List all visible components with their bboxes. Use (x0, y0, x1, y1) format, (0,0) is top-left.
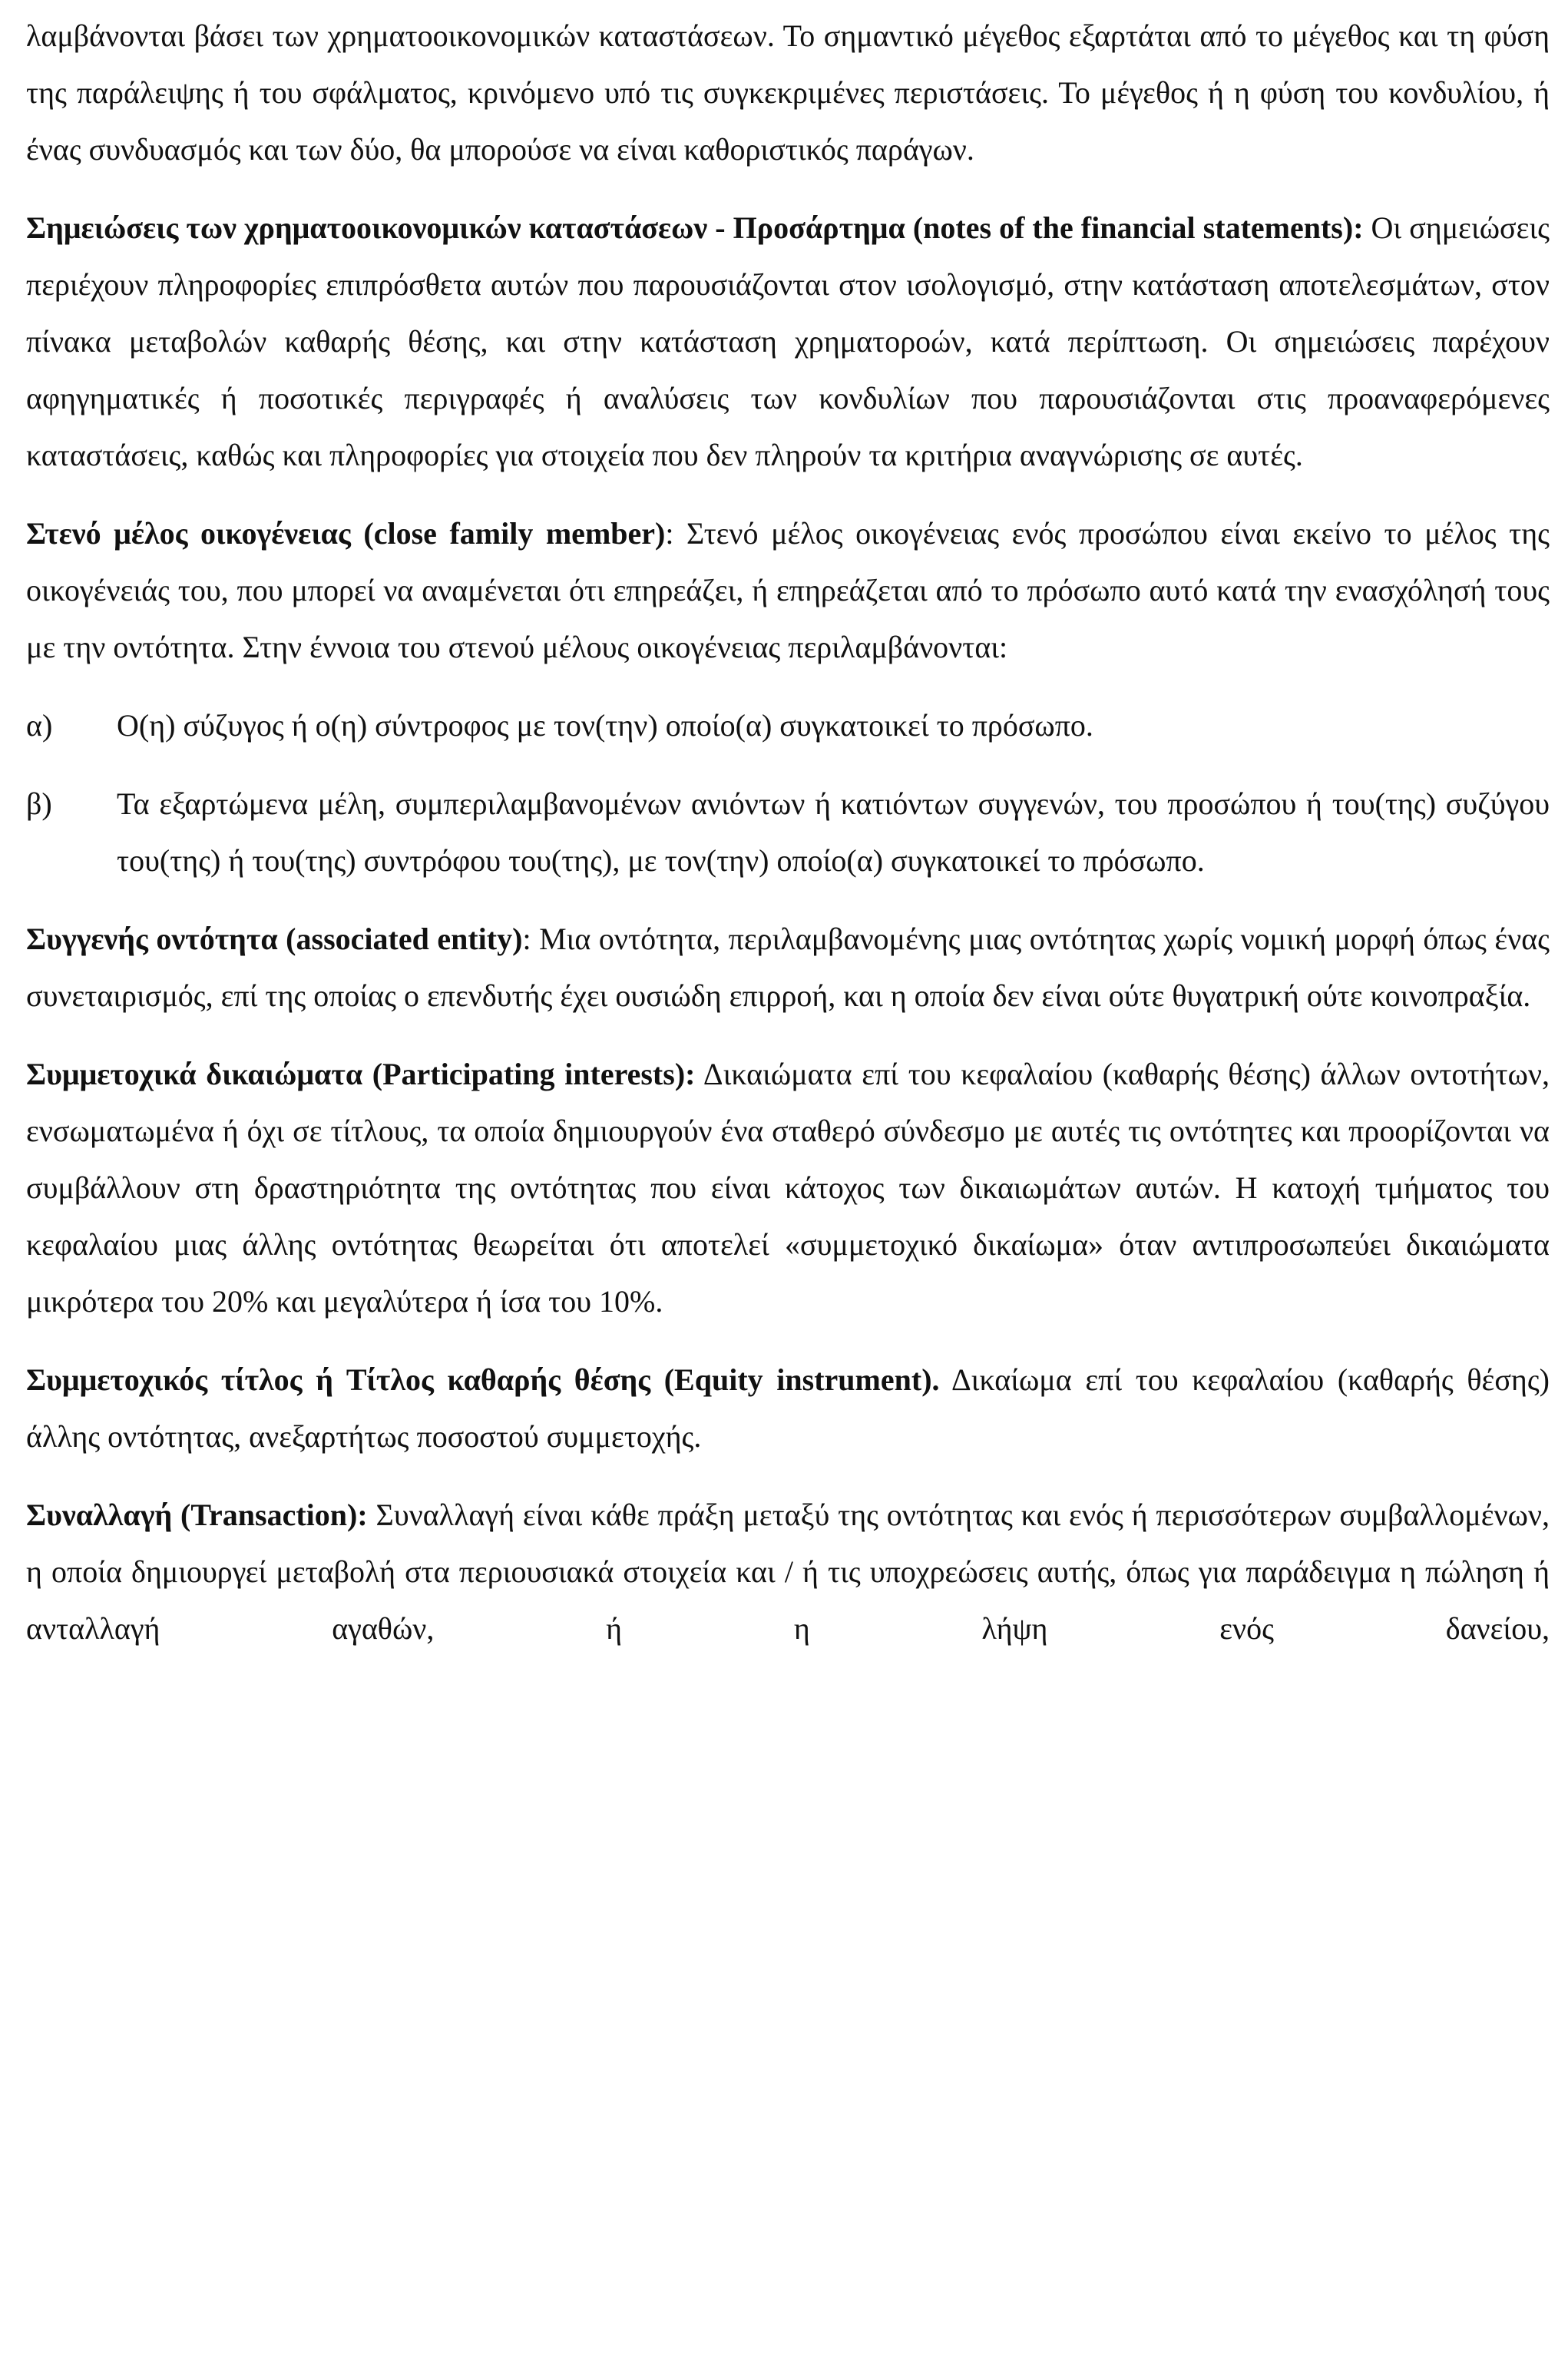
paragraph-text: λαμβάνονται βάσει των χρηματοοικονομικών καταστάσεων. Το σημαντικό μέγεθος εξαρτάται από το μέγεθος και τη φύση της παράλειψης ή του σφάλματος, κρινόμενο υπό τις συγκεκριμένες περιστάσεις. Το μέγεθος ή η φύση του κονδυλίου, ή ένας συνδυασμός και των δύο, θα μπορούσε να είναι καθοριστικός παράγων. (26, 18, 1550, 167)
definition-text: Δικαίωμα επί του κεφαλαίου (καθαρής θέσης) άλλης οντότητας, ανεξαρτήτως ποσοστού συμμετοχής. (26, 1362, 1550, 1454)
definition-text: Οι σημειώσεις περιέχουν πληροφορίες επιπρόσθετα αυτών που παρουσιάζονται στον ισολογισμό, στην κατάσταση αποτελεσμάτων, στον πίνακα μεταβολών καθαρής θέσης, και στην κατάσταση χρηματοροών, κατά περίπτωση. Οι σημειώσεις παρέχουν αφηγηματικές ή ποσοτικές περιγραφές ή αναλύσεις των κονδυλίων που παρουσιάζονται στις προαναφερόμενες καταστάσεις, καθώς και πληροφορίες για στοιχεία που δεν πληρούν τα κριτήρια αναγνώρισης σε αυτές. (26, 210, 1550, 472)
list-item (26, 697, 1550, 754)
list-marker: α) (26, 708, 53, 743)
definition-text: : Στενό μέλος οικογένειας ενός προσώπου είναι εκείνο το μέλος της οικογένειάς του, που μπορεί να αναμένεται ότι επηρεάζει, ή επηρεάζεται από το πρόσωπο αυτό κατά την ενασχόλησή τους με την οντότητα. Στην έννοια του στενού μέλους οικογένειας περιλαμβάνονται: (26, 516, 1550, 664)
definition-term: Συμμετοχικός τίτλος ή Τίτλος καθαρής θέσης (Equity instrument). (26, 1362, 940, 1397)
definition-participating-interests (26, 1046, 1550, 1330)
family-member-list (26, 697, 1550, 889)
list-item (26, 776, 1550, 889)
definition-notes-financial-statements (26, 200, 1550, 484)
definition-term: Συναλλαγή (Transaction): (26, 1498, 368, 1532)
list-marker: β) (26, 786, 52, 821)
definition-term: Στενό μέλος οικογένειας (close family member) (26, 516, 666, 551)
definition-close-family-member (26, 505, 1550, 676)
definition-term: Συμμετοχικά δικαιώματα (Participating interests): (26, 1057, 696, 1091)
definition-transaction (26, 1487, 1550, 1657)
definition-associated-entity (26, 911, 1550, 1024)
definition-text: Συναλλαγή είναι κάθε πράξη μεταξύ της οντότητας και ενός ή περισσότερων συμβαλλομένων, η οποία δημιουργεί μεταβολή στα περιουσιακά στοιχεία και / ή τις υποχρεώσεις αυτής, όπως για παράδειγμα η πώληση ή ανταλλαγή αγαθών, ή η λήψη ενός δανείου, (26, 1498, 1550, 1646)
paragraph-intro-continuation (26, 8, 1550, 178)
definition-term: Σημειώσεις των χρηματοοικονομικών καταστάσεων - Προσάρτημα (notes of the financial statements): (26, 210, 1364, 245)
list-item-text: Τα εξαρτώμενα μέλη, συμπεριλαμβανομένων ανιόντων ή κατιόντων συγγενών, του προσώπου ή του(της) συζύγου του(της) ή του(της) συντρόφου του(της), με τον(την) οποίο(α) συγκατοικεί το πρόσωπο. (117, 786, 1550, 878)
list-item-text: Ο(η) σύζυγος ή ο(η) σύντροφος με τον(την) οποίο(α) συγκατοικεί το πρόσωπο. (117, 708, 1093, 743)
definition-text: Δικαιώματα επί του κεφαλαίου (καθαρής θέσης) άλλων οντοτήτων, ενσωματωμένα ή όχι σε τίτλους, τα οποία δημιουργούν ένα σταθερό σύνδεσμο με αυτές τις οντότητες και προορίζονται να συμβάλλουν στη δραστηριότητα της οντότητας που είναι κάτοχος των δικαιωμάτων αυτών. Η κατοχή τμήματος του κεφαλαίου μιας άλλης οντότητας θεωρείται ότι αποτελεί «συμμετοχικό δικαίωμα» όταν αντιπροσωπεύει δικαιώματα μικρότερα του 20% και μεγαλύτερα ή ίσα του 10%. (26, 1057, 1550, 1319)
definition-text: : Μια οντότητα, περιλαμβανομένης μιας οντότητας χωρίς νομική μορφή όπως ένας συνεταιρισμός, επί της οποίας ο επενδυτής έχει ουσιώδη επιρροή, και η οποία δεν είναι ούτε θυγατρική ούτε κοινοπραξία. (26, 922, 1550, 1013)
definition-equity-instrument (26, 1352, 1550, 1465)
definition-term: Συγγενής οντότητα (associated entity) (26, 922, 523, 956)
